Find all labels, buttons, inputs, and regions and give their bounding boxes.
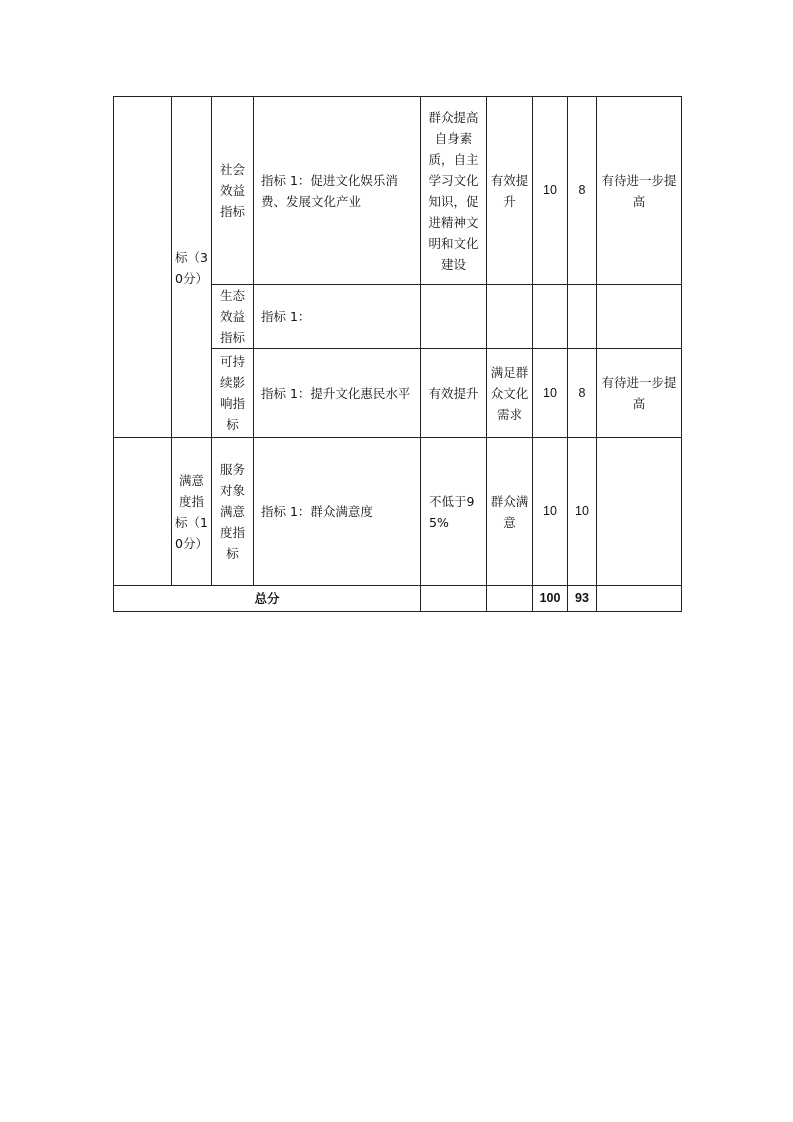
level2-benefit-cell bbox=[172, 97, 212, 438]
level2-satisfaction-cell bbox=[172, 438, 212, 586]
weight-cell bbox=[533, 349, 568, 438]
weight-cell bbox=[533, 438, 568, 586]
score-cell bbox=[568, 285, 597, 349]
target-value-cell bbox=[421, 349, 487, 438]
note-cell bbox=[597, 349, 682, 438]
level3-sustainable-label: 可持续影响指标 bbox=[219, 354, 245, 432]
actual-value: 满足群众文化需求 bbox=[490, 364, 529, 422]
total-label-cell bbox=[114, 586, 421, 612]
level2-satisfaction-label: 满意度指标（10分） bbox=[175, 472, 208, 551]
table-row bbox=[114, 438, 682, 586]
score-value: 10 bbox=[575, 504, 589, 518]
level3-cell bbox=[212, 349, 254, 438]
target-value-cell bbox=[421, 285, 487, 349]
actual-value-cell bbox=[487, 349, 533, 438]
actual-value: 群众满意 bbox=[490, 493, 529, 530]
score-value: 8 bbox=[578, 183, 586, 197]
level3-satisfaction-label: 服务对象满意度指标 bbox=[219, 462, 245, 561]
level3-cell bbox=[212, 438, 254, 586]
note-cell bbox=[597, 285, 682, 349]
total-label: 总分 bbox=[254, 591, 280, 606]
level3-ecological-label: 生态效益指标 bbox=[219, 288, 245, 345]
score-cell bbox=[568, 97, 597, 285]
indicator-text: 指标 1： bbox=[261, 309, 311, 324]
score-value: 8 bbox=[578, 385, 586, 400]
actual-value: 有效提升 bbox=[490, 172, 529, 209]
table-row bbox=[114, 97, 682, 285]
weight-cell bbox=[533, 97, 568, 285]
target-value: 有效提升 bbox=[428, 385, 479, 401]
level3-cell bbox=[212, 285, 254, 349]
actual-value-cell bbox=[487, 438, 533, 586]
target-value: 群众提高自身素质，自主学习文化知识，促进精神文明和文化建设 bbox=[428, 109, 479, 272]
total-actual-cell bbox=[487, 586, 533, 612]
indicator-cell bbox=[254, 285, 421, 349]
score-cell bbox=[568, 349, 597, 438]
indicator-text: 指标 1：群众满意度 bbox=[261, 504, 373, 519]
note-text: 有待进一步提高 bbox=[601, 375, 677, 411]
level1-cell-continued bbox=[114, 97, 172, 438]
score-cell bbox=[568, 438, 597, 586]
target-value-cell bbox=[421, 438, 487, 586]
indicator-cell bbox=[254, 349, 421, 438]
total-target-cell bbox=[421, 586, 487, 612]
weight-value: 10 bbox=[543, 385, 557, 400]
weight-cell bbox=[533, 285, 568, 349]
total-score-cell bbox=[568, 586, 597, 612]
target-value-cell bbox=[421, 97, 487, 285]
total-note-cell bbox=[597, 586, 682, 612]
weight-value: 10 bbox=[543, 504, 557, 518]
level3-cell bbox=[212, 97, 254, 285]
weight-value: 10 bbox=[543, 183, 557, 197]
actual-value-cell bbox=[487, 285, 533, 349]
level3-social-label: 社会效益指标 bbox=[219, 162, 245, 219]
indicator-cell bbox=[254, 97, 421, 285]
performance-evaluation-table bbox=[113, 96, 682, 612]
total-weight-cell bbox=[533, 586, 568, 612]
total-weight: 100 bbox=[539, 591, 561, 605]
target-value: 不低于95% bbox=[429, 493, 475, 530]
actual-value-cell bbox=[487, 97, 533, 285]
indicator-text: 指标 1：促进文化娱乐消费、发展文化产业 bbox=[261, 172, 398, 209]
indicator-text: 指标 1：提升文化惠民水平 bbox=[261, 385, 411, 401]
level1-cell-continued bbox=[114, 438, 172, 586]
note-text: 有待进一步提高 bbox=[601, 172, 677, 209]
indicator-cell bbox=[254, 438, 421, 586]
total-row bbox=[114, 586, 682, 612]
note-cell bbox=[597, 97, 682, 285]
total-score: 93 bbox=[575, 591, 589, 605]
level2-benefit-label: 标（30分） bbox=[175, 250, 208, 286]
note-cell bbox=[597, 438, 682, 586]
